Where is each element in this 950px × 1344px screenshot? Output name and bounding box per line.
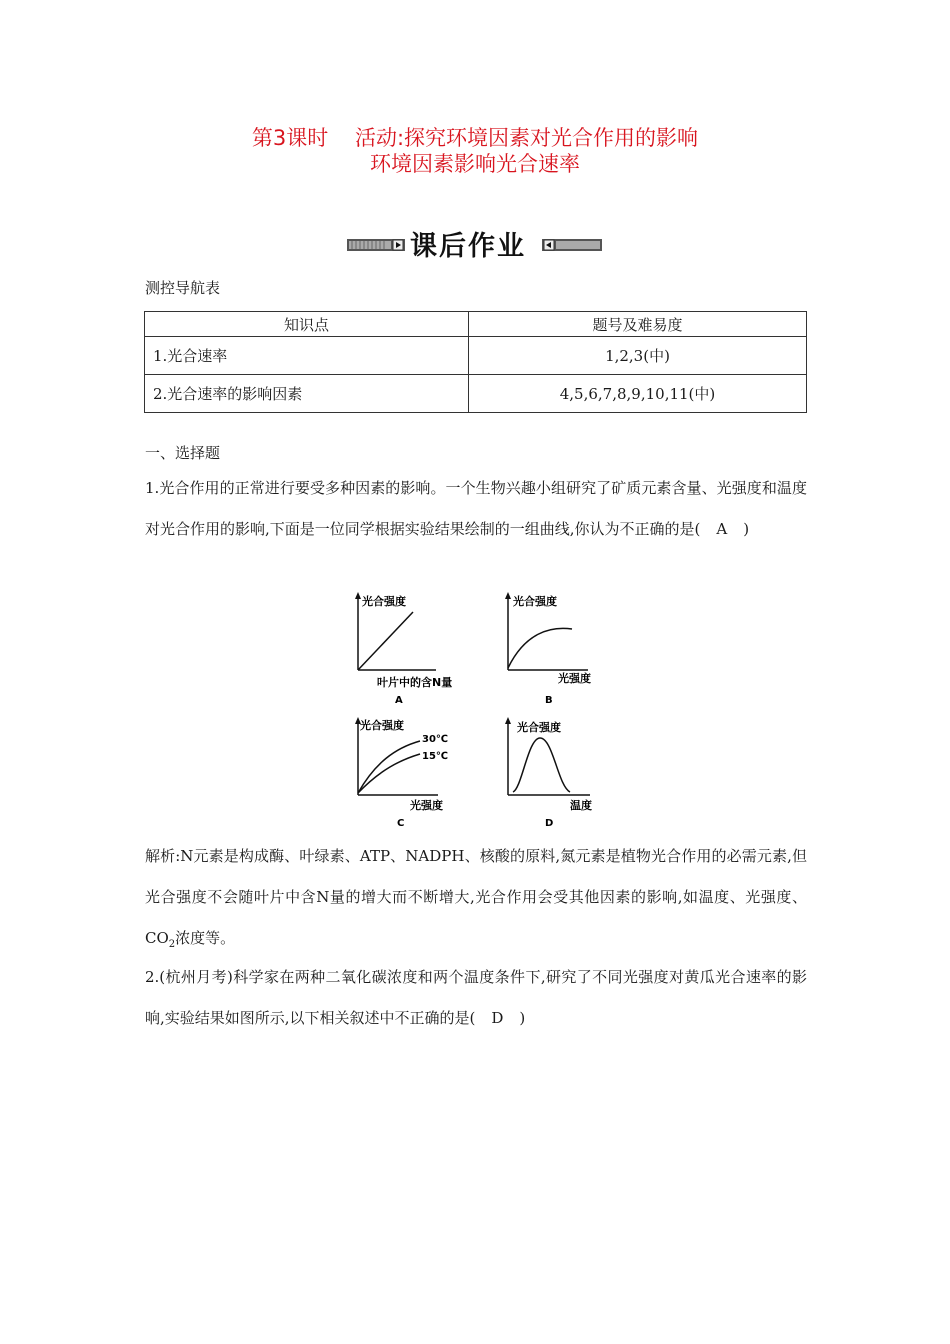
- graph-d-curve: [513, 738, 570, 792]
- question-1: [145, 468, 807, 550]
- graph-b-ylabel: 光合强度: [513, 595, 557, 608]
- header-topic: 知识点: [145, 312, 469, 337]
- graph-b-curve: [508, 628, 572, 668]
- graph-c-ylabel: 光合强度: [360, 719, 404, 732]
- graph-a: [355, 592, 452, 706]
- graph-c: [355, 717, 448, 829]
- graph-a-xlabel: 叶片中的含N量: [377, 676, 453, 689]
- question-1-text: 1.光合作用的正常进行要受多种因素的影响。一个生物兴趣小组研究了矿质元素含量、光强度和温度对光合作用的影响,下面是一位同学根据实验结果绘制的一组曲线,你认为不正确的是(: [145, 479, 807, 538]
- header-items: 题号及难易度: [469, 312, 807, 337]
- figure-graphs: [340, 588, 610, 836]
- question-2: [145, 957, 807, 1039]
- analysis-subscript: 2: [168, 939, 176, 950]
- section-title: 一、选择题: [145, 444, 221, 462]
- graph-b: [505, 592, 591, 706]
- graph-d: [505, 717, 592, 829]
- graph-d-caption: D: [545, 818, 554, 829]
- lesson-subtitle: 环境因素影响光合速率: [370, 152, 580, 176]
- graph-c-label-30: 30℃: [422, 734, 449, 745]
- banner-left-bar: [347, 239, 405, 251]
- table-row: [145, 337, 807, 375]
- banner-right-bar: [542, 239, 602, 251]
- graph-b-xlabel: 光强度: [558, 672, 591, 685]
- analysis-text-end: 浓度等。: [175, 929, 236, 947]
- row-topic: 1.光合速率: [145, 337, 469, 375]
- graph-c-label-15: 15℃: [422, 751, 449, 762]
- table-row: [145, 375, 807, 413]
- question-2-text: 2.(杭州月考)科学家在两种二氧化碳浓度和两个温度条件下,研究了不同光强度对黄瓜光合速率的影响,实验结果如图所示,以下相关叙述中不正确的是(: [145, 968, 807, 1027]
- graph-c-xlabel: 光强度: [410, 799, 443, 812]
- row-items: 1,2,3(中): [469, 337, 807, 375]
- homework-heading: 课后作业: [410, 231, 526, 262]
- graph-b-caption: B: [545, 695, 553, 706]
- question-2-answer: D: [491, 1009, 504, 1027]
- graph-a-caption: A: [395, 695, 403, 706]
- graph-d-ylabel: 光合强度: [517, 721, 561, 734]
- graph-a-ylabel: 光合强度: [362, 595, 406, 608]
- graph-c-caption: C: [397, 818, 405, 829]
- graph-d-xlabel: 温度: [570, 799, 592, 812]
- question-1-close: ): [743, 520, 750, 538]
- row-items: 4,5,6,7,8,9,10,11(中): [469, 375, 807, 413]
- nav-table-label: 测控导航表: [145, 279, 221, 297]
- question-2-close: ): [519, 1009, 526, 1027]
- table-header-row: [145, 312, 807, 337]
- analysis: [145, 836, 807, 965]
- row-topic: 2.光合速率的影响因素: [145, 375, 469, 413]
- nav-table: [144, 311, 807, 413]
- lesson-title: 第3课时 活动:探究环境因素对光合作用的影响: [251, 126, 699, 150]
- graph-c-curve-15: [358, 754, 420, 793]
- question-1-answer: A: [716, 520, 728, 538]
- analysis-text: 解析:N元素是构成酶、叶绿素、ATP、NADPH、核酸的原料,氮元素是植物光合作用的必需元素,但光合强度不会随叶片中含N量的增大而不断增大,光合作用会受其他因素的影响,如温度、光强度、CO: [145, 847, 807, 947]
- graph-a-curve: [358, 612, 413, 670]
